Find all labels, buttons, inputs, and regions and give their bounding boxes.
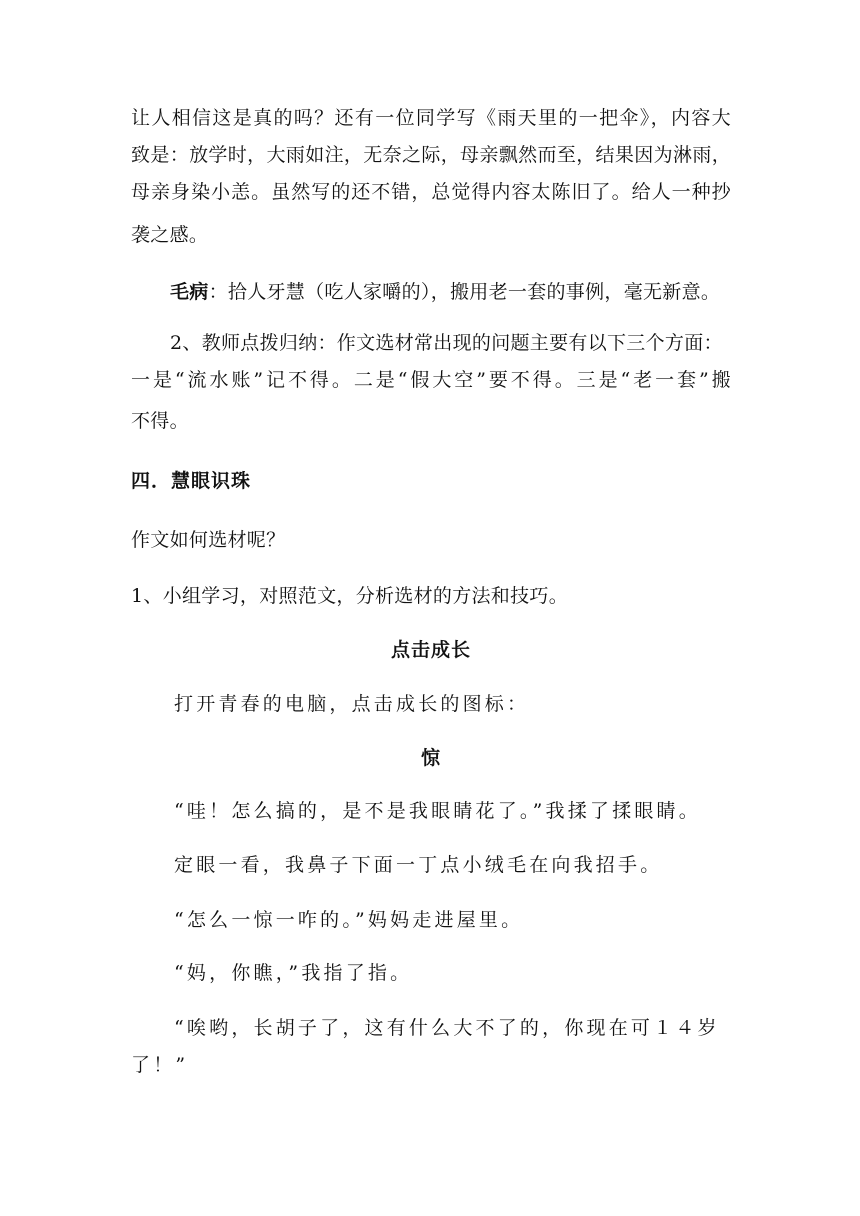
paragraph-line: 致是：放学时，大雨如注，无奈之际，母亲飘然而至，结果因为淋雨， [131,144,731,166]
summary-line: 2、教师点拨归纳：作文选材常出现的问题主要有以下三个方面： [170,332,723,354]
section-heading: 四．慧眼识珠 [131,470,252,492]
essay-paragraph: “唉哟，长胡子了，这有什么大不了的，你现在可１４岁 [174,1017,720,1039]
fault-text: ：拾人牙慧（吃人家嚼的），搬用老一套的事例，毫无新意。 [208,281,721,303]
essay-paragraph: “妈，你瞧，”我指了指。 [174,962,413,984]
essay-intro: 打开青春的电脑，点击成长的图标： [174,693,530,715]
summary-line: 不得。 [131,410,189,432]
essay-paragraph: 了！” [131,1054,189,1076]
question-text: 作文如何选材呢？ [131,529,286,551]
essay-title: 点击成长 [390,639,471,661]
step-text: 1、小组学习，对照范文，分析选材的方法和技巧。 [131,585,568,607]
essay-paragraph: “哇！怎么搞的，是不是我眼睛花了。”我揉了揉眼睛。 [174,800,701,822]
paragraph-line: 母亲身染小恙。虽然写的还不错，总觉得内容太陈旧了。给人一种抄 [131,181,731,203]
essay-subtitle: 惊 [420,747,441,769]
fault-paragraph [170,280,740,304]
fault-label: 毛病 [170,281,209,303]
essay-paragraph: “怎么一惊一咋的。”妈妈走进屋里。 [174,909,524,931]
essay-paragraph: 定眼一看，我鼻子下面一丁点小绒毛在向我招手。 [174,854,663,876]
summary-line: 一是“流水账”记不得。二是“假大空”要不得。三是“老一套”搬 [131,369,731,391]
paragraph-line: 袭之感。 [131,224,209,246]
paragraph-line: 让人相信这是真的吗？还有一位同学写《雨天里的一把伞》，内容大 [131,107,731,129]
